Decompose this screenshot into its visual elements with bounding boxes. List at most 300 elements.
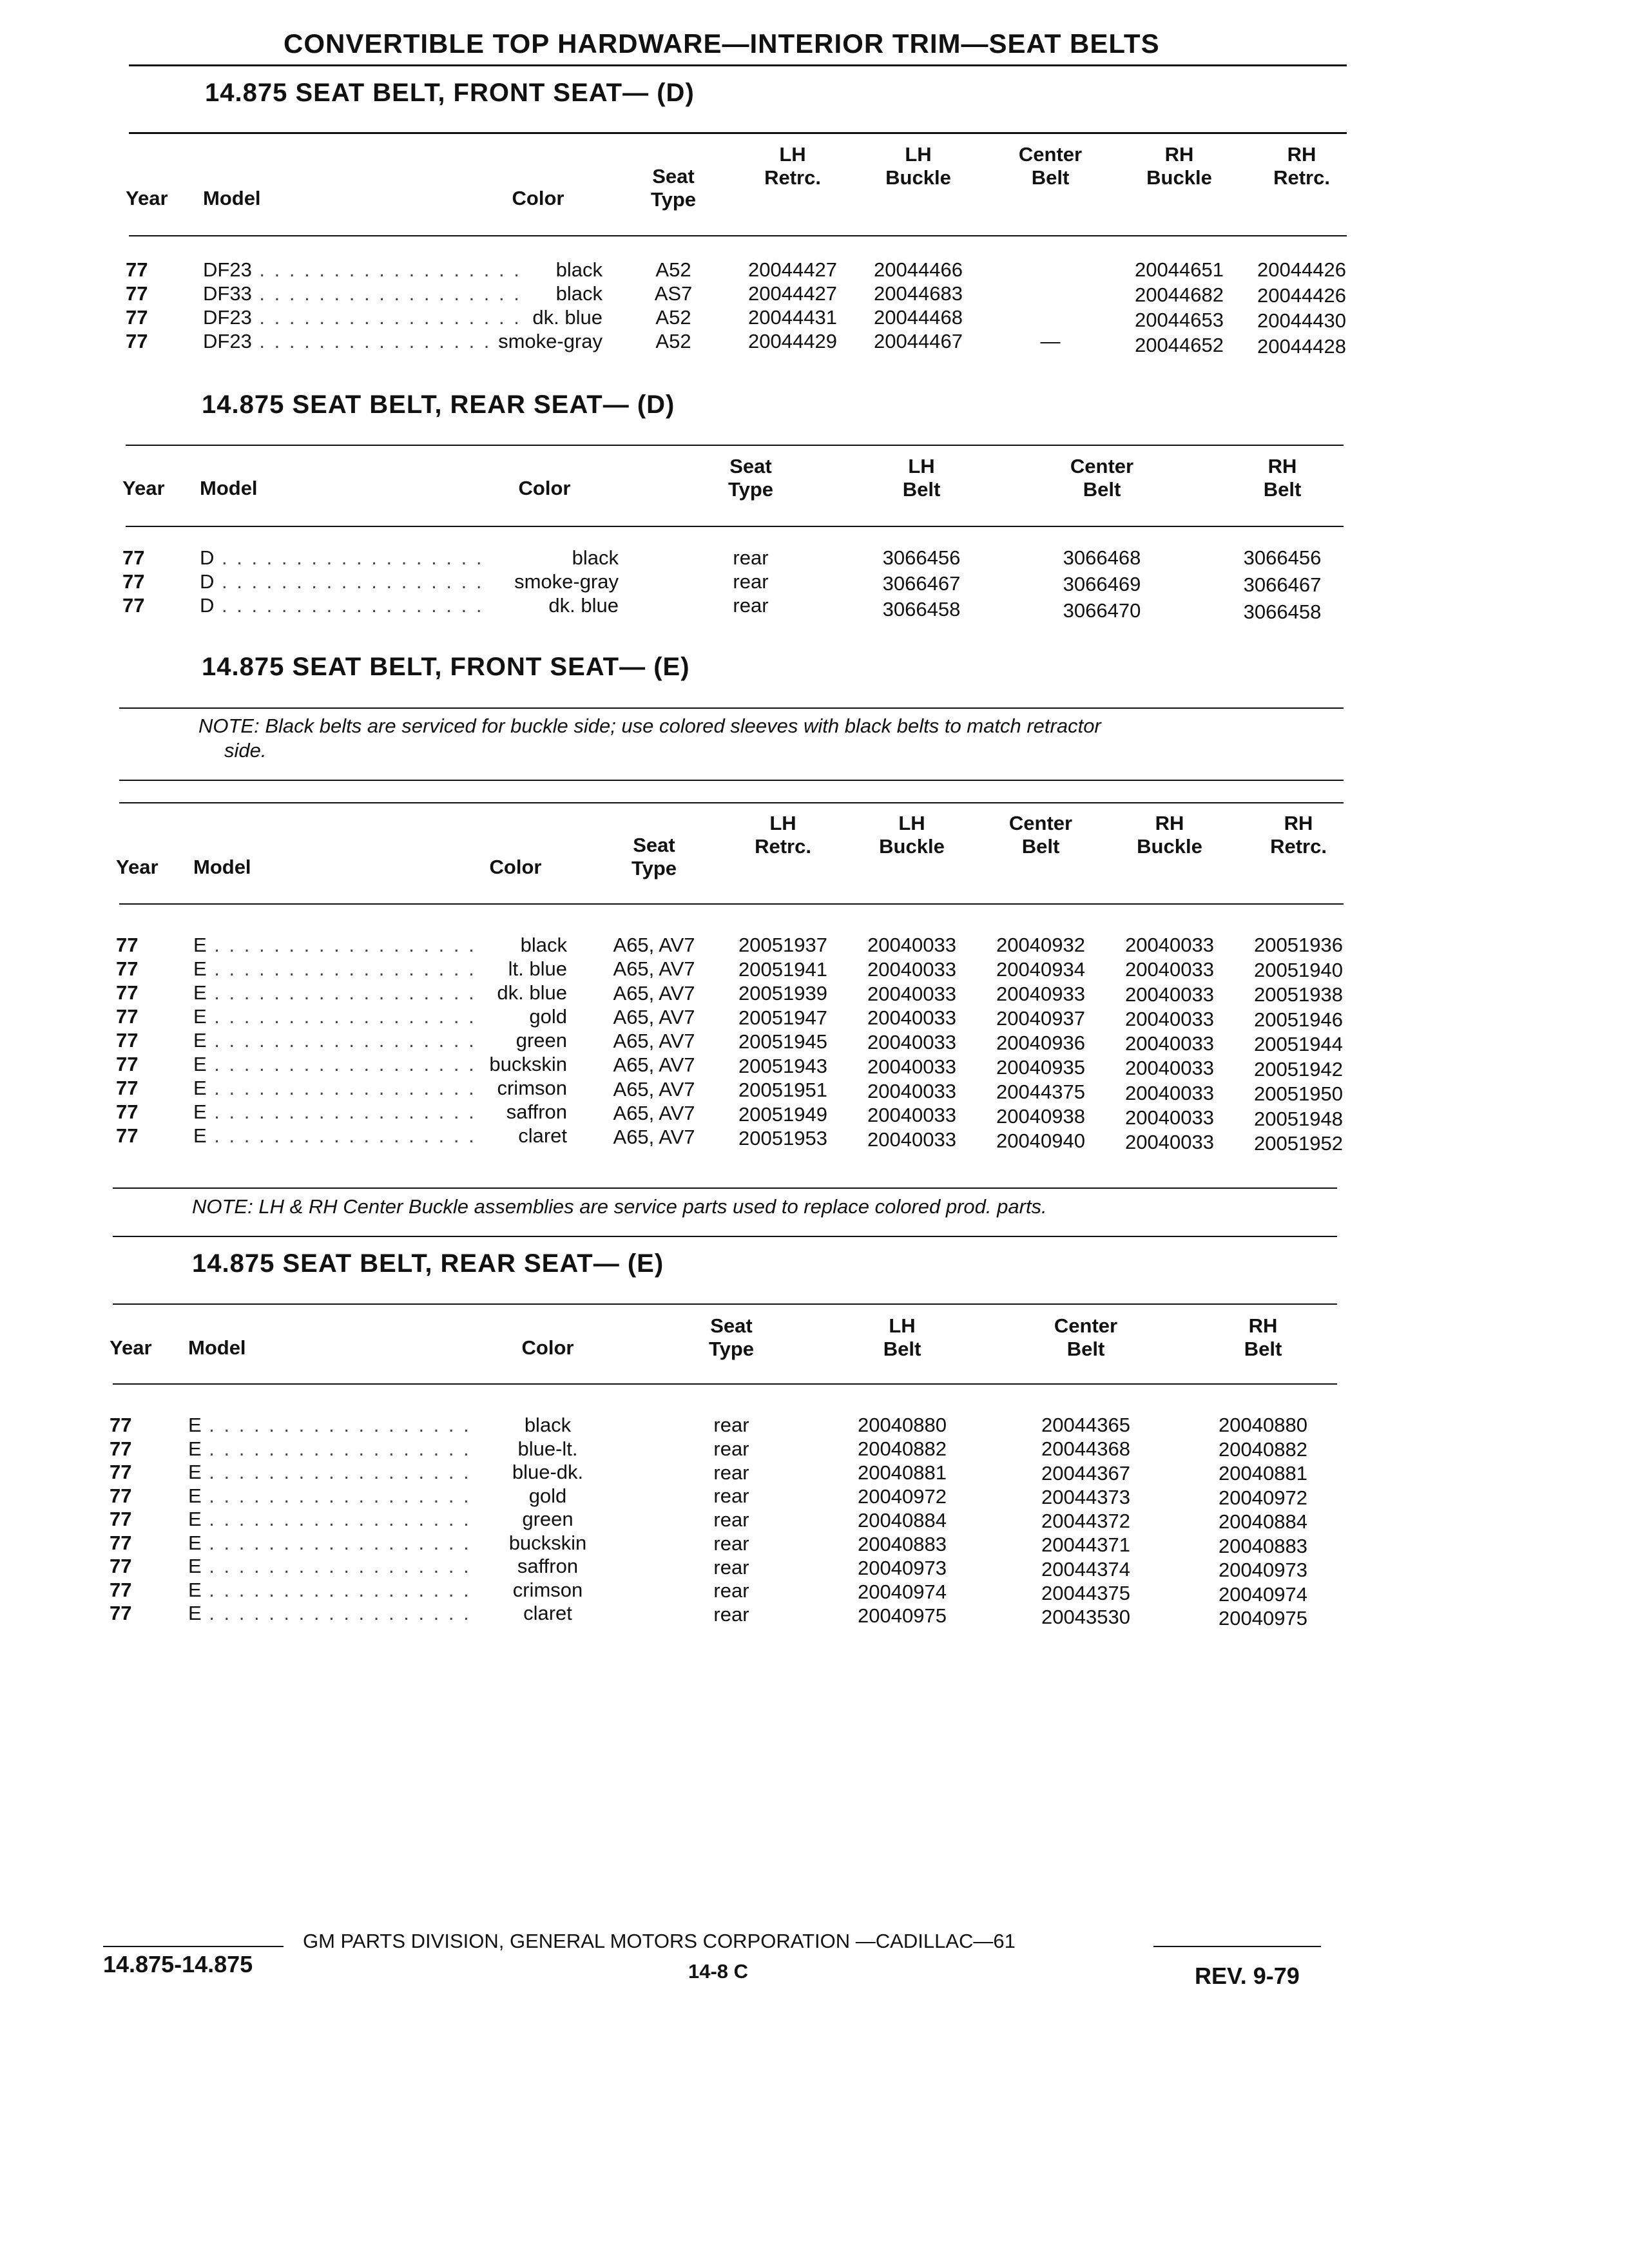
column-header-year: Year xyxy=(116,856,159,878)
column-header-color: Color xyxy=(521,1336,574,1359)
cell-lh-retrc: 20051949 xyxy=(738,1102,827,1126)
cell-center-belt: 20044372 xyxy=(1041,1510,1130,1532)
cell-model xyxy=(193,957,476,981)
cell-color: black xyxy=(555,258,602,281)
cell-lh-retrc: 20051941 xyxy=(738,957,827,981)
cell-seat-type: rear xyxy=(713,1532,749,1555)
cell-rh-retrc: 20051940 xyxy=(1254,958,1343,981)
table-row xyxy=(0,1052,1629,1081)
cell-year: 77 xyxy=(122,570,145,593)
model-code: E xyxy=(193,1053,207,1075)
leader-dots: . . . . . . . . . . . . . . . . . . xyxy=(201,1484,471,1507)
cell-lh-belt: 3066456 xyxy=(882,546,961,569)
cell-seat-type: rear xyxy=(713,1508,749,1531)
cell-model xyxy=(193,1028,476,1052)
column-header-rh-retrc: RH Retrc. xyxy=(1273,143,1330,189)
cell-lh-buckle: 20044466 xyxy=(874,258,963,281)
model-code: E xyxy=(188,1437,202,1460)
cell-color: buckskin xyxy=(508,1531,587,1554)
cell-seat-type: A65, AV7 xyxy=(613,1126,695,1148)
cell-rh-buckle: 20040033 xyxy=(1125,1106,1214,1129)
leader-dots: . . . . . . . . . . . . . . . . . . xyxy=(201,1414,471,1436)
cell-center-belt: 3066468 xyxy=(1063,546,1141,569)
section-heading-rear-e: 14.875 SEAT BELT, REAR SEAT— (E) xyxy=(192,1249,664,1278)
cell-model xyxy=(188,1554,471,1578)
table-row xyxy=(0,1437,1629,1461)
leader-dots: . . . . . . . . . . . . . . . . . . xyxy=(201,1461,471,1483)
footer-publisher: GM PARTS DIVISION, GENERAL MOTORS CORPORATION —CADILLAC—61 xyxy=(303,1930,1016,1952)
note-center-buckle: NOTE: LH & RH Center Buckle assemblies are service parts used to replace colored prod. parts. xyxy=(192,1195,1047,1218)
cell-seat-type: A65, AV7 xyxy=(613,1030,695,1052)
cell-color: black xyxy=(524,1414,572,1436)
cell-model xyxy=(188,1601,471,1625)
cell-rh-retrc: 20051942 xyxy=(1254,1057,1343,1081)
table-row xyxy=(0,1004,1629,1031)
cell-model xyxy=(188,1460,471,1484)
cell-seat-type: rear xyxy=(713,1485,749,1508)
cell-center: — xyxy=(1040,330,1061,352)
table-row xyxy=(0,1124,1629,1155)
cell-year: 77 xyxy=(116,1124,139,1147)
cell-year: 77 xyxy=(126,258,148,281)
cell-year: 77 xyxy=(116,1053,139,1075)
cell-year: 77 xyxy=(116,1077,139,1099)
cell-year: 77 xyxy=(116,957,139,980)
cell-center: 20040932 xyxy=(996,934,1085,956)
cell-year: 77 xyxy=(116,934,139,956)
column-header-lh-retrc: LH Retrc. xyxy=(755,812,811,858)
column-header-center-belt: Center Belt xyxy=(1018,143,1083,189)
cell-color: crimson xyxy=(512,1578,583,1601)
cell-rh-belt: 20040973 xyxy=(1219,1559,1307,1581)
model-code: E xyxy=(188,1508,202,1530)
column-header-seat-type: Seat Type xyxy=(708,1314,755,1360)
column-header-center-belt: Center Belt xyxy=(1008,812,1073,858)
model-code: E xyxy=(188,1461,202,1483)
cell-rh-retrc: 20051944 xyxy=(1254,1033,1343,1055)
cell-rh-retrc: 20044428 xyxy=(1257,335,1346,358)
leader-dots: . . . . . . . . . . . . . . . . . . xyxy=(206,1077,476,1099)
cell-center: 20040935 xyxy=(996,1056,1085,1079)
table-row xyxy=(0,1028,1629,1055)
column-header-lh-belt: LH Belt xyxy=(902,455,941,501)
cell-lh-retrc: 20051945 xyxy=(738,1030,827,1053)
column-header-model: Model xyxy=(188,1336,246,1359)
cell-rh-buckle: 20044651 xyxy=(1135,258,1224,281)
cell-lh-buckle: 20040033 xyxy=(867,982,956,1005)
cell-lh-belt: 20040973 xyxy=(858,1557,947,1579)
leader-dots: . . . . . . . . . . . . . . . . . . xyxy=(251,258,521,281)
leader-dots: . . . . . . . . . . . . . . . . . . xyxy=(201,1437,471,1460)
cell-center-belt: 20044365 xyxy=(1041,1414,1130,1436)
cell-rh-belt: 20040974 xyxy=(1219,1582,1307,1606)
model-code: E xyxy=(188,1578,202,1601)
cell-seat-type: rear xyxy=(713,1414,749,1436)
cell-year: 77 xyxy=(126,330,148,352)
cell-lh-buckle: 20040033 xyxy=(867,957,956,981)
cell-seat-type: A65, AV7 xyxy=(613,1077,695,1100)
leader-dots: . . . . . . . . . . . . . . . . . . xyxy=(206,1053,476,1075)
cell-lh-buckle: 20040033 xyxy=(867,1104,956,1127)
cell-year: 77 xyxy=(126,306,148,329)
header-rule xyxy=(126,526,1344,527)
cell-rh-buckle: 20040033 xyxy=(1125,1032,1214,1055)
model-code: E xyxy=(193,957,207,980)
model-code: D xyxy=(200,570,215,593)
cell-color: lt. blue xyxy=(508,957,567,980)
table-row xyxy=(0,1554,1629,1581)
leader-dots: . . . . . . . . . . . . . . . . . . xyxy=(214,594,484,617)
cell-year: 77 xyxy=(110,1555,132,1577)
model-code: E xyxy=(188,1531,202,1554)
cell-lh-buckle: 20040033 xyxy=(867,1079,956,1102)
cell-lh-buckle: 20044467 xyxy=(874,330,963,352)
cell-color: smoke-gray xyxy=(514,570,619,593)
cell-rh-retrc: 20051950 xyxy=(1254,1082,1343,1105)
cell-year: 77 xyxy=(122,594,145,617)
cell-lh-retrc: 20051937 xyxy=(738,934,827,956)
model-code: E xyxy=(193,1029,207,1052)
cell-year: 77 xyxy=(116,1005,139,1028)
cell-seat-type: rear xyxy=(733,570,769,593)
cell-seat-type: rear xyxy=(733,546,769,569)
cell-center-belt: 20044371 xyxy=(1041,1533,1130,1557)
model-code: E xyxy=(193,1077,207,1099)
cell-lh-belt: 20040880 xyxy=(858,1414,947,1436)
column-header-color: Color xyxy=(518,477,571,499)
leader-dots: . . . . . . . . . . . . . . . . . . xyxy=(251,306,521,329)
model-code: E xyxy=(193,934,207,956)
cell-lh-buckle: 20040033 xyxy=(867,1006,956,1030)
model-code: E xyxy=(193,981,207,1004)
leader-dots: . . . . . . . . . . . . . . . . . . xyxy=(201,1578,471,1601)
leader-dots: . . . . . . . . . . . . . . . . . . xyxy=(206,957,476,980)
cell-seat-type: rear xyxy=(713,1603,749,1626)
cell-model xyxy=(200,546,484,570)
header-rule xyxy=(113,1383,1337,1385)
cell-model xyxy=(203,282,521,305)
cell-lh-retrc: 20051939 xyxy=(738,982,827,1004)
cell-rh-belt: 20040880 xyxy=(1219,1414,1307,1436)
column-header-center-belt: Center Belt xyxy=(1054,1314,1118,1360)
column-header-color: Color xyxy=(512,187,564,209)
cell-rh-retrc: 20051948 xyxy=(1254,1107,1343,1130)
cell-model xyxy=(203,258,521,282)
cell-lh-belt: 20040972 xyxy=(858,1485,947,1508)
cell-color: dk. blue xyxy=(497,981,567,1004)
cell-center: 20040934 xyxy=(996,958,1085,981)
cell-rh-retrc: 20051946 xyxy=(1254,1008,1343,1031)
cell-seat-type: A52 xyxy=(655,330,691,352)
table-row xyxy=(0,1578,1629,1606)
model-code: DF23 xyxy=(203,330,252,352)
table-row xyxy=(0,1076,1629,1105)
model-code: DF33 xyxy=(203,282,252,305)
section-rule xyxy=(126,445,1344,446)
footer-rule-right xyxy=(1153,1946,1321,1947)
table-row xyxy=(0,593,1629,623)
model-code: E xyxy=(188,1602,202,1624)
cell-seat-type: rear xyxy=(713,1579,749,1602)
cell-rh-buckle: 20040033 xyxy=(1125,1081,1214,1104)
cell-center: 20040940 xyxy=(996,1129,1085,1152)
cell-center-belt: 3066470 xyxy=(1063,599,1141,622)
header-rule xyxy=(119,903,1344,905)
cell-year: 77 xyxy=(110,1484,132,1507)
column-header-color: Color xyxy=(489,856,542,878)
cell-rh-retrc: 20051936 xyxy=(1254,934,1343,956)
cell-rh-belt: 3066458 xyxy=(1243,601,1322,623)
cell-rh-buckle: 20040033 xyxy=(1125,1007,1214,1030)
cell-rh-belt: 20040884 xyxy=(1219,1510,1307,1533)
cell-seat-type: A52 xyxy=(655,306,691,329)
column-header-lh-buckle: LH Buckle xyxy=(879,812,945,858)
cell-rh-belt: 20040972 xyxy=(1219,1486,1307,1509)
cell-seat-type: rear xyxy=(713,1437,749,1460)
cell-lh-belt: 3066458 xyxy=(882,598,961,620)
column-header-model: Model xyxy=(200,477,258,499)
cell-seat-type: A65, AV7 xyxy=(613,981,695,1004)
cell-color: dk. blue xyxy=(548,594,619,617)
table-row xyxy=(0,1484,1629,1508)
cell-color: gold xyxy=(528,1484,567,1507)
cell-seat-type: A65, AV7 xyxy=(613,1053,695,1077)
cell-year: 77 xyxy=(116,981,139,1004)
table-row xyxy=(0,570,1629,596)
note-black-belts: NOTE: Black belts are serviced for buckle side; use colored sleeves with black belts to match retractor xyxy=(198,715,1101,737)
header-rule xyxy=(129,235,1347,236)
table-row xyxy=(0,957,1629,981)
table-row xyxy=(0,1531,1629,1555)
section-rule xyxy=(113,1236,1337,1237)
cell-rh-buckle: 20044652 xyxy=(1135,334,1224,356)
footer-revision: REV. 9-79 xyxy=(1195,1963,1300,1989)
cell-year: 77 xyxy=(110,1437,132,1460)
cell-lh-belt: 20040974 xyxy=(858,1581,947,1603)
table-row xyxy=(0,1460,1629,1484)
cell-center-belt: 20044375 xyxy=(1041,1581,1130,1604)
cell-color: saffron xyxy=(517,1555,579,1577)
model-code: DF23 xyxy=(203,306,252,329)
footer-page-code: 14-8 C xyxy=(688,1960,749,1983)
cell-color: green xyxy=(516,1029,567,1052)
column-header-rh-belt: RH Belt xyxy=(1263,455,1302,501)
cell-color: claret xyxy=(523,1602,572,1624)
model-code: E xyxy=(193,1124,207,1147)
footer-range: 14.875-14.875 xyxy=(103,1951,253,1977)
model-code: DF23 xyxy=(203,258,252,281)
cell-seat-type: A52 xyxy=(655,258,691,281)
cell-rh-retrc: 20051938 xyxy=(1254,983,1343,1006)
model-code: E xyxy=(193,1100,207,1123)
cell-model xyxy=(193,933,476,957)
cell-lh-buckle: 20040033 xyxy=(867,1031,956,1053)
cell-center-belt: 20044373 xyxy=(1041,1485,1130,1508)
section-rule xyxy=(129,132,1347,134)
note-rule xyxy=(113,1187,1337,1189)
leader-dots: . . . . . . . . . . . . . . . . . . xyxy=(206,1124,476,1147)
cell-rh-retrc: 20044426 xyxy=(1257,258,1346,281)
cell-lh-belt: 20040883 xyxy=(858,1533,947,1555)
cell-model xyxy=(188,1413,471,1437)
table-row xyxy=(0,1100,1629,1130)
column-header-seat-type: Seat Type xyxy=(728,455,774,501)
cell-lh-retrc: 20051943 xyxy=(738,1054,827,1077)
cell-lh-retrc: 20044427 xyxy=(748,282,837,305)
cell-year: 77 xyxy=(110,1508,132,1530)
cell-model xyxy=(200,570,484,593)
note-rule xyxy=(119,780,1344,781)
cell-seat-type: A65, AV7 xyxy=(613,934,695,956)
cell-lh-belt: 3066467 xyxy=(882,572,961,595)
leader-dots: . . . . . . . . . . . . . . . . . . xyxy=(251,330,521,352)
cell-rh-retrc: 20044426 xyxy=(1257,284,1346,307)
cell-rh-belt: 20040975 xyxy=(1219,1607,1307,1629)
table-row xyxy=(0,933,1629,957)
section-heading-rear-d: 14.875 SEAT BELT, REAR SEAT— (D) xyxy=(202,390,675,419)
column-header-year: Year xyxy=(122,477,165,499)
column-header-year: Year xyxy=(126,187,168,209)
leader-dots: . . . . . . . . . . . . . . . . . . xyxy=(201,1602,471,1624)
cell-year: 77 xyxy=(122,546,145,569)
cell-lh-retrc: 20051953 xyxy=(738,1127,827,1149)
cell-rh-buckle: 20044653 xyxy=(1135,309,1224,331)
cell-color: blue-dk. xyxy=(512,1461,584,1483)
cell-center: 20040937 xyxy=(996,1007,1085,1030)
cell-color: black xyxy=(572,546,619,569)
column-header-lh-belt: LH Belt xyxy=(883,1314,921,1360)
leader-dots: . . . . . . . . . . . . . . . . . . xyxy=(251,282,521,305)
section-heading-front-e: 14.875 SEAT BELT, FRONT SEAT— (E) xyxy=(202,653,690,681)
cell-rh-belt: 20040882 xyxy=(1219,1437,1307,1461)
cell-rh-retrc: 20044430 xyxy=(1257,309,1346,332)
cell-color: black xyxy=(520,934,567,956)
model-code: D xyxy=(200,594,215,617)
cell-seat-type: A65, AV7 xyxy=(613,1101,695,1124)
footer-rule-left xyxy=(103,1946,284,1947)
page-title: CONVERTIBLE TOP HARDWARE—INTERIOR TRIM—SEAT BELTS xyxy=(284,28,1160,59)
cell-rh-buckle: 20040033 xyxy=(1125,983,1214,1006)
leader-dots: . . . . . . . . . . . . . . . . . . xyxy=(206,981,476,1004)
cell-lh-buckle: 20040033 xyxy=(867,1055,956,1078)
cell-lh-retrc: 20051951 xyxy=(738,1079,827,1101)
cell-model xyxy=(188,1437,471,1461)
cell-color: black xyxy=(555,282,602,305)
cell-lh-belt: 20040882 xyxy=(858,1437,947,1460)
column-header-rh-buckle: RH Buckle xyxy=(1137,812,1202,858)
cell-seat-type: A65, AV7 xyxy=(613,957,695,981)
cell-model xyxy=(188,1507,471,1531)
cell-rh-buckle: 20040033 xyxy=(1125,934,1214,956)
cell-color: saffron xyxy=(506,1100,567,1123)
cell-center: 20040933 xyxy=(996,983,1085,1005)
cell-lh-buckle: 20040033 xyxy=(867,1128,956,1151)
cell-lh-retrc: 20051947 xyxy=(738,1006,827,1029)
cell-seat-type: A65, AV7 xyxy=(613,1005,695,1028)
table-row xyxy=(0,981,1629,1004)
column-header-center-belt: Center Belt xyxy=(1070,455,1134,501)
column-header-lh-retrc: LH Retrc. xyxy=(764,143,821,189)
cell-center-belt: 20043530 xyxy=(1041,1606,1130,1628)
cell-rh-belt: 20040883 xyxy=(1219,1534,1307,1557)
column-header-year: Year xyxy=(110,1336,152,1359)
column-header-rh-belt: RH Belt xyxy=(1244,1314,1282,1360)
column-header-seat-type: Seat Type xyxy=(631,834,677,879)
table-row xyxy=(0,258,1629,282)
cell-rh-buckle: 20044682 xyxy=(1135,284,1224,306)
section-heading-front-d: 14.875 SEAT BELT, FRONT SEAT— (D) xyxy=(205,79,695,107)
section-rule xyxy=(119,802,1344,803)
cell-lh-belt: 20040975 xyxy=(858,1604,947,1627)
column-header-model: Model xyxy=(193,856,251,878)
cell-lh-buckle: 20040033 xyxy=(867,934,956,956)
cell-color: gold xyxy=(529,1005,567,1028)
cell-rh-buckle: 20040033 xyxy=(1125,1131,1214,1153)
leader-dots: . . . . . . . . . . . . . . . . . . xyxy=(201,1531,471,1554)
cell-model xyxy=(193,981,476,1004)
cell-center: 20044375 xyxy=(996,1081,1085,1103)
cell-model xyxy=(188,1484,471,1508)
cell-lh-retrc: 20044429 xyxy=(748,330,837,352)
model-code: D xyxy=(200,546,215,569)
model-code: E xyxy=(193,1005,207,1028)
cell-rh-retrc: 20051952 xyxy=(1254,1132,1343,1155)
column-header-rh-retrc: RH Retrc. xyxy=(1270,812,1327,858)
model-code: E xyxy=(188,1484,202,1507)
cell-model xyxy=(193,1124,476,1148)
cell-center: 20040938 xyxy=(996,1105,1085,1128)
table-row xyxy=(0,305,1629,332)
cell-lh-retrc: 20044427 xyxy=(748,258,837,281)
cell-year: 77 xyxy=(110,1531,132,1554)
model-code: E xyxy=(188,1555,202,1577)
cell-model xyxy=(193,1076,476,1100)
cell-lh-buckle: 20044468 xyxy=(874,306,963,329)
column-header-rh-buckle: RH Buckle xyxy=(1146,143,1212,189)
cell-color: smoke-gray xyxy=(498,330,602,352)
table-row xyxy=(0,1507,1629,1531)
cell-year: 77 xyxy=(126,282,148,305)
cell-seat-type: rear xyxy=(713,1555,749,1579)
cell-seat-type: AS7 xyxy=(654,282,693,305)
cell-rh-belt: 20040881 xyxy=(1219,1462,1307,1485)
note-black-belts-cont: side. xyxy=(224,739,267,762)
cell-model xyxy=(188,1531,471,1555)
cell-lh-belt: 20040884 xyxy=(858,1509,947,1532)
cell-seat-type: rear xyxy=(713,1461,749,1484)
cell-model xyxy=(193,1052,476,1076)
leader-dots: . . . . . . . . . . . . . . . . . . xyxy=(214,570,484,593)
leader-dots: . . . . . . . . . . . . . . . . . . xyxy=(206,934,476,956)
leader-dots: . . . . . . . . . . . . . . . . . . xyxy=(214,546,484,569)
cell-center: 20040936 xyxy=(996,1032,1085,1054)
cell-center-belt: 20044368 xyxy=(1041,1437,1130,1461)
cell-model xyxy=(200,593,484,617)
cell-year: 77 xyxy=(116,1029,139,1052)
cell-year: 77 xyxy=(110,1461,132,1483)
cell-model xyxy=(203,305,521,329)
cell-year: 77 xyxy=(110,1602,132,1624)
leader-dots: . . . . . . . . . . . . . . . . . . xyxy=(206,1005,476,1028)
cell-model xyxy=(193,1004,476,1028)
column-header-lh-buckle: LH Buckle xyxy=(885,143,951,189)
column-header-model: Model xyxy=(203,187,261,209)
cell-model xyxy=(203,329,521,353)
table-row xyxy=(0,1413,1629,1437)
cell-center-belt: 20044367 xyxy=(1041,1461,1130,1485)
section-rule xyxy=(113,1303,1337,1305)
leader-dots: . . . . . . . . . . . . . . . . . . xyxy=(201,1555,471,1577)
